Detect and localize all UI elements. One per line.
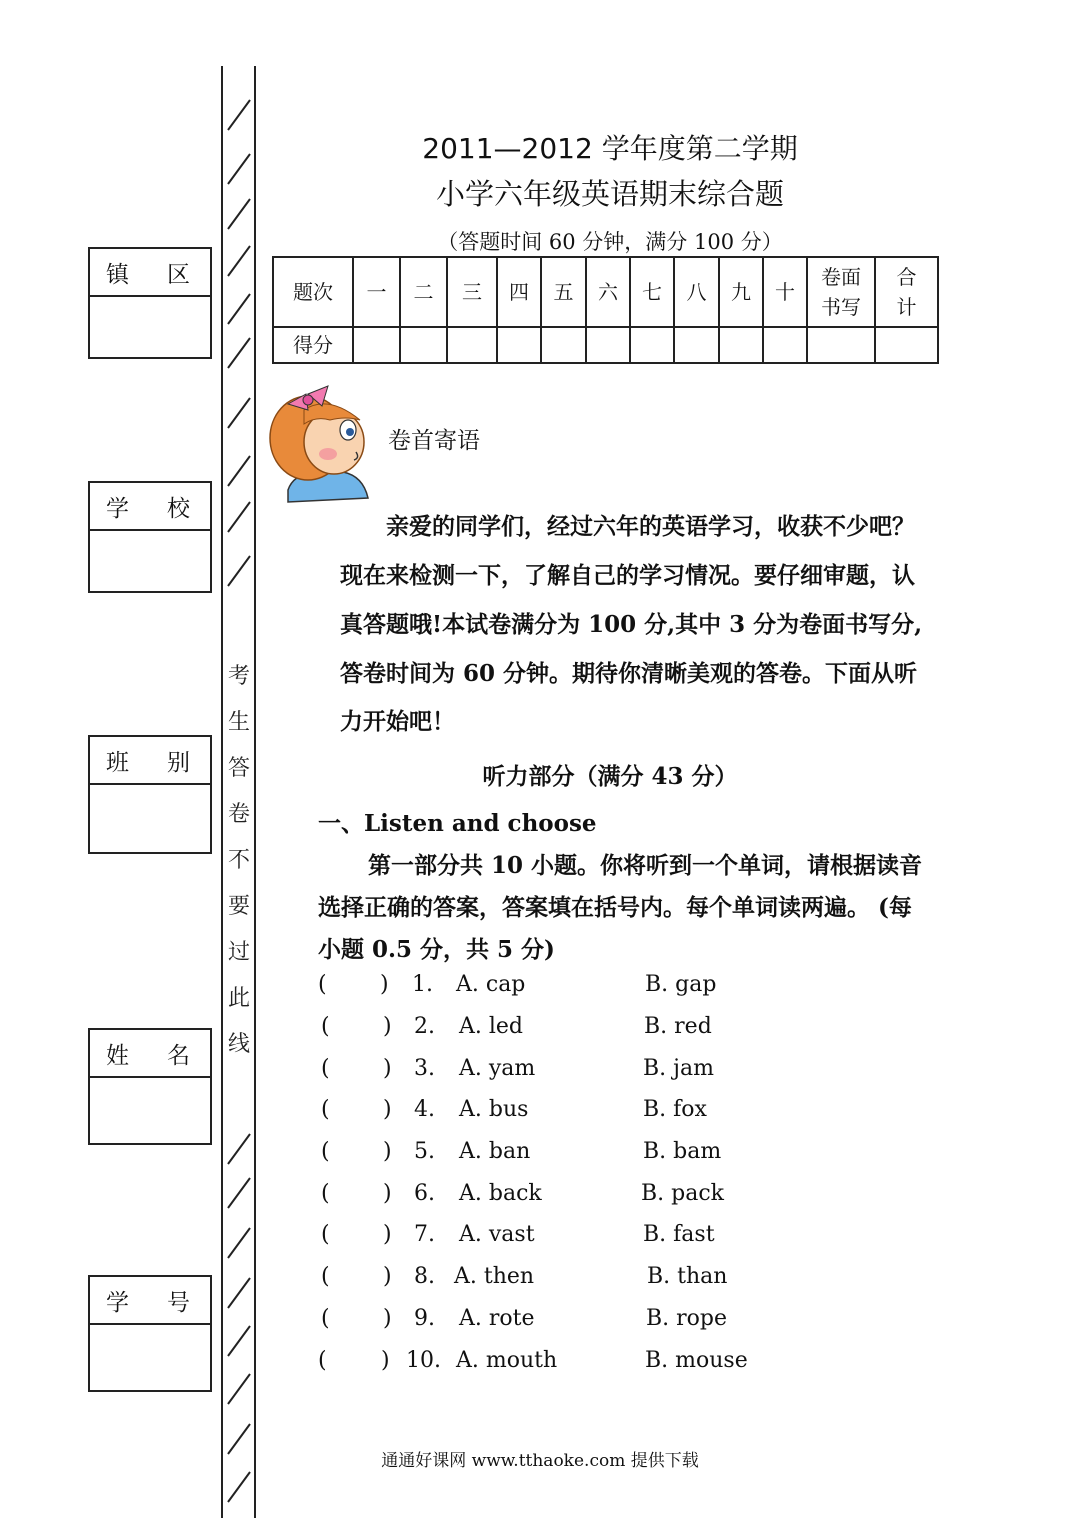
score-cell[interactable]: [541, 327, 586, 363]
column-header: 八: [674, 257, 719, 327]
column-header: 二: [400, 257, 447, 327]
answer-blank[interactable]: [336, 1139, 382, 1169]
answer-paren-open: (: [321, 1097, 330, 1122]
field-town: [88, 247, 212, 359]
answer-paren-close: ): [383, 1306, 392, 1331]
answer-blank[interactable]: [336, 1056, 382, 1086]
field-label: 区: [167, 261, 190, 288]
answer-blank[interactable]: [336, 1014, 382, 1044]
answer-paren-close: ): [383, 1097, 392, 1122]
column-header: 九: [719, 257, 763, 327]
binding-slash: [226, 1470, 252, 1504]
answer-paren-open: (: [321, 1264, 330, 1289]
row-label: 题次: [273, 257, 353, 327]
answer-paren-open: (: [321, 1181, 330, 1206]
part-title: 一、Listen and choose: [318, 810, 597, 837]
answer-blank[interactable]: [336, 1222, 382, 1252]
option-a: A. cap: [456, 972, 526, 997]
option-b: B. gap: [645, 972, 717, 997]
instruction-line: 选择正确的答案，答案填在括号内。每个单词读两遍。 (每: [318, 894, 912, 921]
answer-paren-open: (: [321, 1222, 330, 1247]
greeting-title: 卷首寄语: [388, 428, 480, 454]
binding-slash: [226, 454, 252, 488]
binding-slash: [226, 244, 252, 278]
binding-slash: [226, 1372, 252, 1406]
option-a: A. bus: [459, 1097, 529, 1122]
question-number: 10.: [406, 1348, 441, 1373]
class-input-area[interactable]: [90, 785, 210, 851]
answer-blank[interactable]: [334, 1348, 380, 1378]
column-header: 六: [586, 257, 630, 327]
answer-paren-close: ): [383, 1139, 392, 1164]
answer-paren-open: (: [318, 972, 327, 997]
binding-slash: [226, 1176, 252, 1210]
school-input-area[interactable]: [90, 531, 210, 591]
column-header: 十: [763, 257, 807, 327]
binding-slash: [226, 98, 252, 132]
answer-paren-open: (: [321, 1056, 330, 1081]
greeting-line: 亲爱的同学们，经过六年的英语学习，收获不少吧？: [386, 513, 915, 540]
binding-notice: 考 生 答 卷 不 要 过 此 线: [227, 664, 250, 1057]
option-a: A. yam: [459, 1056, 536, 1081]
column-header: 一: [353, 257, 400, 327]
option-b: B. fast: [643, 1222, 715, 1247]
option-b: B. fox: [643, 1097, 707, 1122]
option-b: B. than: [647, 1264, 728, 1289]
option-a: A. ban: [459, 1139, 531, 1164]
option-b: B. mouse: [645, 1348, 748, 1373]
field-label: 别: [167, 749, 190, 776]
answer-paren-close: ): [383, 1014, 392, 1039]
question-number: 1.: [412, 972, 433, 997]
option-b: B. bam: [643, 1139, 722, 1164]
listening-section-title: 听力部分（满分 43 分）: [482, 763, 738, 790]
binding-slash: [226, 152, 252, 186]
question-number: 7.: [414, 1222, 435, 1247]
score-table: [272, 256, 939, 364]
score-cell[interactable]: [630, 327, 674, 363]
table-row: [273, 327, 938, 363]
option-b: B. red: [644, 1014, 712, 1039]
field-label: 号: [167, 1289, 190, 1316]
binding-slash: [226, 1324, 252, 1358]
field-student-number: [88, 1275, 212, 1392]
row-label: 得分: [273, 327, 353, 363]
column-header-total: 合 计: [875, 257, 938, 327]
answer-paren-close: ): [381, 1348, 390, 1373]
answer-paren-open: (: [318, 1348, 327, 1373]
binding-slash: [226, 500, 252, 534]
column-header: 四: [497, 257, 541, 327]
field-school: [88, 481, 212, 593]
exam-subtitle: （答题时间 60 分钟，满分 100 分）: [437, 230, 783, 254]
binding-slash: [226, 554, 252, 588]
score-cell[interactable]: [447, 327, 497, 363]
option-a: A. led: [459, 1014, 524, 1039]
answer-paren-close: ): [383, 1264, 392, 1289]
answer-paren-open: (: [321, 1306, 330, 1331]
binding-slash: [226, 1132, 252, 1166]
column-header: 三: [447, 257, 497, 327]
option-a: A. vast: [459, 1222, 535, 1247]
instruction-line: 第一部分共 10 小题。你将听到一个单词，请根据读音: [368, 852, 923, 879]
answer-blank[interactable]: [336, 1181, 382, 1211]
option-a: A. then: [454, 1264, 535, 1289]
answer-blank[interactable]: [336, 1097, 382, 1127]
greeting-line: 现在来检测一下，了解自己的学习情况。要仔细审题，认: [340, 562, 915, 589]
column-header: 五: [541, 257, 586, 327]
binding-slash: [226, 197, 252, 231]
answer-blank[interactable]: [336, 1264, 382, 1294]
binding-slash: [226, 1226, 252, 1260]
score-cell[interactable]: [497, 327, 541, 363]
binding-slash: [226, 396, 252, 430]
field-label: 班: [106, 749, 129, 776]
student-number-input-area[interactable]: [90, 1325, 210, 1391]
question-number: 6.: [414, 1181, 435, 1206]
field-label: 姓: [106, 1042, 129, 1069]
column-header-writing: 卷面 书写: [807, 257, 875, 327]
column-header: 七: [630, 257, 674, 327]
question-number: 2.: [414, 1014, 435, 1039]
instruction-line: 小题 0.5 分，共 5 分): [318, 936, 555, 963]
greeting-line: 答卷时间为 60 分钟。期待你清晰美观的答卷。下面从听: [340, 660, 918, 687]
score-cell[interactable]: [763, 327, 807, 363]
field-label: 学: [106, 1289, 129, 1316]
name-input-area[interactable]: [90, 1078, 210, 1144]
score-cell[interactable]: [400, 327, 447, 363]
exam-title-line2: 小学六年级英语期末综合题: [435, 177, 784, 211]
binding-slash: [226, 336, 252, 370]
answer-paren-open: (: [321, 1139, 330, 1164]
greeting-line: 力开始吧！: [340, 708, 455, 735]
field-label: 镇: [106, 261, 129, 288]
question-number: 9.: [414, 1306, 435, 1331]
binding-slash: [226, 1422, 252, 1456]
option-b: B. jam: [643, 1056, 714, 1081]
town-input-area[interactable]: [90, 297, 210, 357]
question-number: 4.: [414, 1097, 435, 1122]
binding-slash: [226, 292, 252, 326]
footer-source: 通通好课网 www.tthaoke.com 提供下载: [381, 1451, 699, 1471]
option-b: B. rope: [646, 1306, 728, 1331]
option-b: B. pack: [641, 1181, 725, 1206]
score-cell[interactable]: [674, 327, 719, 363]
score-cell[interactable]: [807, 327, 875, 363]
answer-paren-close: ): [383, 1181, 392, 1206]
answer-paren-close: ): [383, 1222, 392, 1247]
girl-illustration: [268, 380, 378, 505]
answer-paren-close: ): [380, 972, 389, 997]
answer-paren-open: (: [321, 1014, 330, 1039]
answer-paren-close: ): [383, 1056, 392, 1081]
binding-slash: [226, 1276, 252, 1310]
question-number: 5.: [414, 1139, 435, 1164]
part-instructions: [318, 845, 960, 971]
score-cell[interactable]: [353, 327, 400, 363]
option-a: A. back: [459, 1181, 542, 1206]
score-cell[interactable]: [875, 327, 938, 363]
field-label: 名: [167, 1042, 190, 1069]
field-label: 校: [167, 495, 190, 522]
question-number: 8.: [414, 1264, 435, 1289]
option-a: A. mouth: [456, 1348, 558, 1373]
field-name: [88, 1028, 212, 1145]
score-cell[interactable]: [586, 327, 630, 363]
field-class: [88, 735, 212, 854]
answer-blank[interactable]: [336, 1306, 382, 1336]
option-a: A. rote: [459, 1306, 535, 1331]
question-number: 3.: [414, 1056, 435, 1081]
binding-strip: [221, 66, 256, 1518]
greeting-line: 真答题哦!本试卷满分为 100 分,其中 3 分为卷面书写分,: [340, 611, 923, 638]
exam-title-line1: 2011—2012 学年度第二学期: [422, 132, 798, 165]
table-row: [273, 257, 938, 327]
field-label: 学: [106, 495, 129, 522]
score-cell[interactable]: [719, 327, 763, 363]
